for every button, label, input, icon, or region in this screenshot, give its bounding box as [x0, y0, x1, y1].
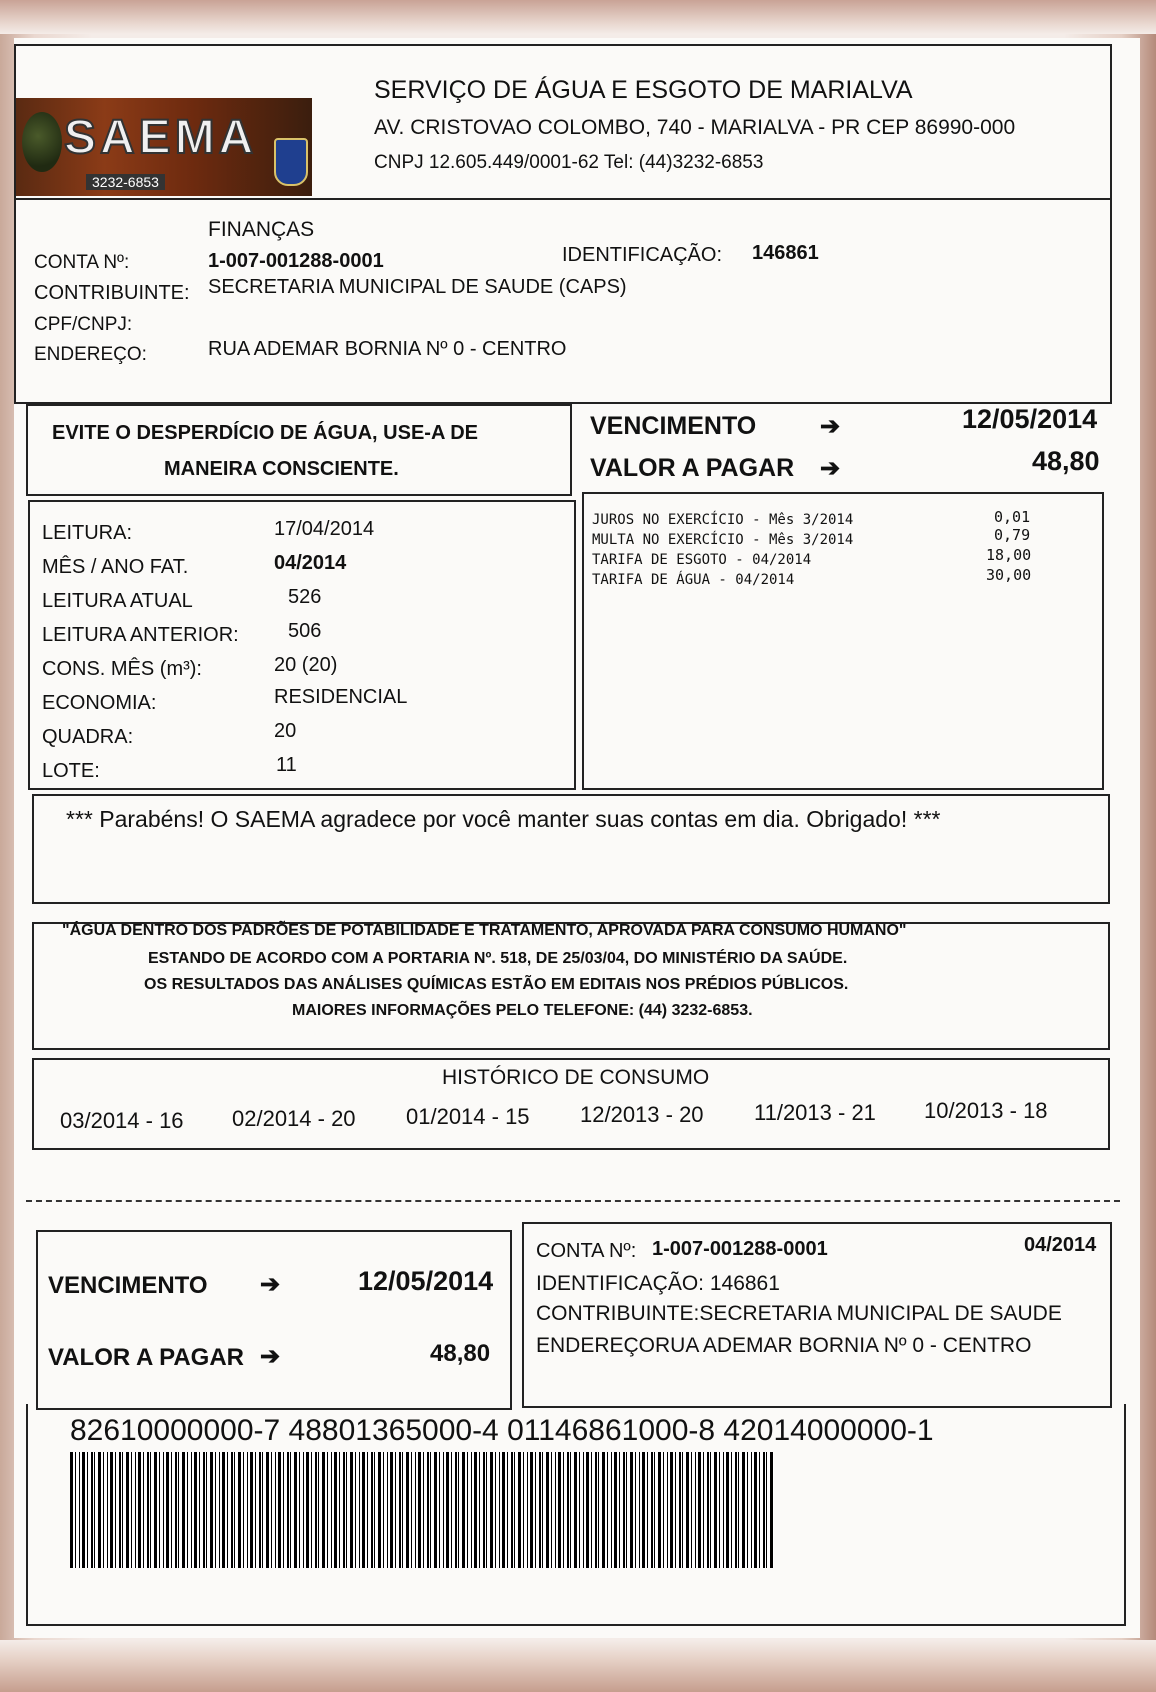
valor-arrow-icon: ➔ — [820, 455, 841, 482]
reading-label: LEITURA ANTERIOR: — [42, 624, 239, 646]
stub-vencimento-value: 12/05/2014 — [358, 1266, 494, 1296]
vencimento-arrow-icon: ➔ — [820, 413, 841, 440]
barcode-number: 82610000000-7 48801365000-4 01146861000-8 42014000000-1 — [70, 1414, 934, 1447]
charge-desc: TARIFA DE ESGOTO - 04/2014 — [592, 552, 812, 568]
history-item: 01/2014 - 15 — [406, 1104, 530, 1129]
conta-value: 1-007-001288-0001 — [208, 250, 384, 272]
thanks-message: *** Parabéns! O SAEMA agradece por você manter suas contas em dia. Obrigado! *** — [66, 806, 941, 832]
charge-amount: 0,01 — [994, 508, 1031, 526]
cpf-cnpj-label: CPF/CNPJ: — [34, 314, 133, 335]
endereco-label: ENDEREÇO: — [34, 344, 147, 365]
stub-valor-value: 48,80 — [430, 1340, 491, 1367]
reading-label: LEITURA ATUAL — [42, 590, 193, 612]
quality-line-2: ESTANDO DE ACORDO COM A PORTARIA Nº. 518, DE 25/03/04, DO MINISTÉRIO DA SAÚDE. — [148, 950, 848, 967]
stub-valor-label: VALOR A PAGAR — [48, 1344, 244, 1371]
stub-vencimento-label: VENCIMENTO — [48, 1272, 208, 1299]
company-name: SERVIÇO DE ÁGUA E ESGOTO DE MARIALVA — [374, 76, 913, 104]
identificacao-label: IDENTIFICAÇÃO: — [562, 244, 723, 266]
bill-outer-frame — [26, 1404, 1126, 1626]
vencimento-value: 12/05/2014 — [962, 404, 1098, 434]
reading-value: 526 — [288, 586, 322, 608]
reading-value: 04/2014 — [274, 552, 347, 574]
valor-value: 48,80 — [1032, 446, 1100, 476]
scan-edge-bottom — [0, 1640, 1156, 1692]
vencimento-label: VENCIMENTO — [590, 412, 757, 440]
reading-value: 17/04/2014 — [274, 518, 375, 540]
stub-period: 04/2014 — [1024, 1234, 1097, 1256]
notice-line-1: EVITE O DESPERDÍCIO DE ÁGUA, USE-A DE — [52, 422, 478, 444]
history-item: 02/2014 - 20 — [232, 1106, 356, 1131]
reading-value: 11 — [276, 754, 297, 776]
reading-label: CONS. MÊS (m³): — [42, 658, 202, 680]
quality-line-1: "ÁGUA DENTRO DOS PADRÕES DE POTABILIDADE E TRATAMENTO, APROVADA PARA CONSUMO HUMANO" — [62, 922, 907, 939]
contribuinte-value: SECRETARIA MUNICIPAL DE SAUDE (CAPS) — [208, 276, 627, 298]
stub-vencimento-arrow-icon: ➔ — [260, 1271, 281, 1298]
logo-text: SAEMA — [64, 111, 258, 164]
notice-line-2: MANEIRA CONSCIENTE. — [164, 458, 399, 480]
history-item: 12/2013 - 20 — [580, 1102, 704, 1127]
reading-value: 20 (20) — [274, 654, 338, 676]
stub-valor-arrow-icon: ➔ — [260, 1343, 281, 1370]
charge-desc: TARIFA DE ÁGUA - 04/2014 — [592, 572, 795, 588]
history-item: 03/2014 - 16 — [60, 1108, 184, 1133]
valor-label: VALOR A PAGAR — [590, 454, 795, 482]
quality-line-3: OS RESULTADOS DAS ANÁLISES QUÍMICAS ESTÃO EM EDITAIS NOS PRÉDIOS PÚBLICOS. — [144, 976, 849, 993]
reading-value: 506 — [288, 620, 322, 642]
charge-amount: 30,00 — [986, 566, 1032, 584]
stub-endereco: ENDEREÇORUA ADEMAR BORNIA Nº 0 - CENTRO — [536, 1334, 1032, 1357]
endereco-value: RUA ADEMAR BORNIA Nº 0 - CENTRO — [208, 338, 567, 360]
stub-conta-value: 1-007-001288-0001 — [652, 1238, 828, 1260]
history-item: 10/2013 - 18 — [924, 1098, 1048, 1123]
reading-label: LOTE: — [42, 760, 100, 782]
charge-desc: MULTA NO EXERCÍCIO - Mês 3/2014 — [592, 532, 854, 548]
reading-label: ECONOMIA: — [42, 692, 157, 714]
conta-label: CONTA Nº: — [34, 252, 130, 273]
saema-logo — [16, 98, 312, 196]
charge-amount: 18,00 — [986, 546, 1032, 564]
stub-identificacao: IDENTIFICAÇÃO: 146861 — [536, 1272, 780, 1295]
reading-value: RESIDENCIAL — [274, 686, 408, 708]
reading-label: MÊS / ANO FAT. — [42, 556, 189, 578]
charge-desc: JUROS NO EXERCÍCIO - Mês 3/2014 — [592, 512, 854, 528]
stub-contribuinte: CONTRIBUINTE:SECRETARIA MUNICIPAL DE SAUDE — [536, 1302, 1062, 1325]
scan-edge-top — [0, 0, 1156, 34]
company-address: AV. CRISTOVAO COLOMBO, 740 - MARIALVA - PR CEP 86990-000 — [374, 116, 1016, 139]
charge-amount: 0,79 — [994, 526, 1031, 544]
stub-conta-label: CONTA Nº: — [536, 1240, 637, 1262]
history-title: HISTÓRICO DE CONSUMO — [442, 1066, 710, 1089]
reading-label: LEITURA: — [42, 522, 133, 544]
reading-label: QUADRA: — [42, 726, 134, 748]
contribuinte-label: CONTRIBUINTE: — [34, 282, 190, 304]
company-cnpj-tel: CNPJ 12.605.449/0001-62 Tel: (44)3232-6853 — [374, 152, 764, 173]
reading-value: 20 — [274, 720, 297, 742]
stub-due-box — [36, 1230, 512, 1410]
quality-line-4: MAIORES INFORMAÇÕES PELO TELEFONE: (44) 3232-6853. — [292, 1002, 753, 1019]
logo-phone: 3232-6853 — [86, 174, 165, 190]
grape-icon — [22, 112, 62, 172]
history-item: 11/2013 - 21 — [754, 1100, 876, 1125]
identificacao-value: 146861 — [752, 242, 819, 264]
account-category: FINANÇAS — [208, 218, 315, 241]
crest-icon — [274, 138, 308, 186]
tear-line — [26, 1200, 1120, 1202]
notice-box — [26, 404, 572, 496]
